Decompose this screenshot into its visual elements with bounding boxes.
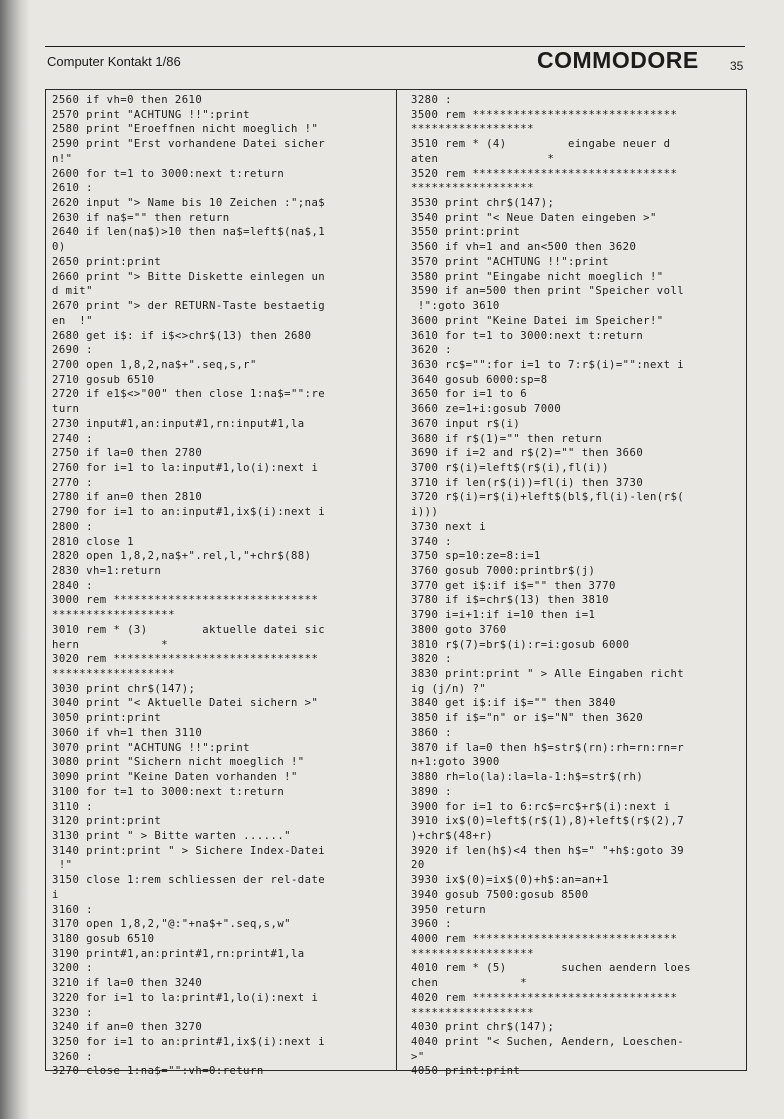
code-line: 4000 rem ****************************** bbox=[411, 932, 678, 945]
code-line: !":goto 3610 bbox=[411, 300, 500, 313]
listing-right-column bbox=[411, 93, 751, 1079]
code-line: 2610 : bbox=[52, 182, 93, 195]
code-line: ****************** bbox=[52, 668, 175, 681]
code-line: 3140 print:print " > Sichere Index-Datei bbox=[52, 844, 326, 857]
code-line: i bbox=[52, 888, 59, 901]
code-line: 3030 print chr$(147); bbox=[52, 682, 196, 695]
code-line: 3810 r$(7)=br$(i):r=i:gosub 6000 bbox=[411, 638, 630, 651]
code-line: 3000 rem ****************************** bbox=[52, 594, 319, 607]
code-line: 2820 open 1,8,2,na$+".rel,l,"+chr$(88) bbox=[52, 550, 312, 563]
section-brand: COMMODORE bbox=[537, 47, 699, 73]
code-line: 0) bbox=[52, 241, 66, 254]
code-line: 3900 for i=1 to 6:rc$=rc$+r$(i):next i bbox=[411, 800, 671, 813]
code-line: 2750 if la=0 then 2780 bbox=[52, 447, 203, 460]
code-line: 3910 ix$(0)=left$(r$(1),8)+left$(r$(2),7 bbox=[411, 815, 685, 828]
code-line: 3250 for i=1 to an:print#1,ix$(i):next i bbox=[52, 1036, 326, 1048]
code-line: 2830 vh=1:return bbox=[52, 565, 162, 577]
code-line: 3830 print:print " > Alle Eingaben richt bbox=[411, 668, 685, 681]
code-line: 2670 print "> der RETURN-Taste bestaetig bbox=[52, 300, 326, 313]
code-line: n+1:goto 3900 bbox=[411, 756, 500, 769]
code-line: 2800 : bbox=[52, 520, 93, 533]
code-line: ****************** bbox=[411, 947, 534, 960]
code-line: 3700 r$(i)=left$(r$(i),fl(i)) bbox=[411, 461, 610, 474]
code-line: 2630 if na$="" then return bbox=[52, 211, 230, 224]
code-line: 3110 : bbox=[52, 800, 93, 813]
code-line: 3630 rc$="":for i=1 to 7:r$(i)="":next i bbox=[411, 358, 685, 371]
code-line: 3940 gosub 7500:gosub 8500 bbox=[411, 888, 589, 901]
code-line: 3730 next i bbox=[411, 520, 487, 533]
code-line: 3750 sp=10:ze=8:i=1 bbox=[411, 550, 541, 563]
code-line: 3120 print:print bbox=[52, 815, 162, 828]
code-line: turn bbox=[52, 403, 80, 416]
code-line: 3180 gosub 6510 bbox=[52, 932, 155, 945]
code-line: en !" bbox=[52, 314, 93, 327]
code-line: 3600 print "Keine Datei im Speicher!" bbox=[411, 314, 664, 327]
listing-left-column bbox=[52, 93, 392, 1079]
code-line: 2680 get i$: if i$<>chr$(13) then 2680 bbox=[52, 329, 312, 342]
code-line: 4010 rem * (5) suchen aendern loes bbox=[411, 962, 691, 975]
page-binding-shadow bbox=[0, 0, 30, 1119]
code-line: 2570 print "ACHTUNG !!":print bbox=[52, 108, 251, 121]
code-line: 2790 for i=1 to an:input#1,ix$(i):next i bbox=[52, 506, 326, 519]
code-line: d mit" bbox=[52, 285, 93, 298]
code-line: 3230 : bbox=[52, 1006, 93, 1019]
code-line: 3740 : bbox=[411, 535, 452, 548]
code-line: 3860 : bbox=[411, 726, 452, 739]
code-line: 3780 if i$=chr$(13) then 3810 bbox=[411, 594, 610, 607]
code-line: 4040 print "< Suchen, Aendern, Loeschen- bbox=[411, 1036, 685, 1048]
code-line: 3920 if len(h$)<4 then h$=" "+h$:goto 39 bbox=[411, 844, 685, 857]
code-line: 3100 for t=1 to 3000:next t:return bbox=[52, 785, 285, 798]
code-line: 3640 gosub 6000:sp=8 bbox=[411, 373, 548, 386]
code-line: 3950 return bbox=[411, 903, 487, 916]
code-line: 2590 print "Erst vorhandene Datei sicher bbox=[52, 138, 326, 151]
code-line: 3520 rem ****************************** bbox=[411, 167, 678, 180]
code-line: 3240 if an=0 then 3270 bbox=[52, 1021, 203, 1034]
code-line: 3190 print#1,an:print#1,rn:print#1,la bbox=[52, 947, 305, 960]
code-line: 2560 if vh=0 then 2610 bbox=[52, 94, 203, 106]
code-line: 2730 input#1,an:input#1,rn:input#1,la bbox=[52, 417, 305, 430]
code-line: )+chr$(48+r) bbox=[411, 829, 493, 842]
code-line: 3960 : bbox=[411, 918, 452, 931]
code-line: 2690 : bbox=[52, 344, 93, 357]
code-line: 2640 if len(na$)>10 then na$=left$(na$,1 bbox=[52, 226, 326, 239]
code-line: 3060 if vh=1 then 3110 bbox=[52, 726, 203, 739]
code-line: 3610 for t=1 to 3000:next t:return bbox=[411, 329, 644, 342]
code-line: 2580 print "Eroeffnen nicht moeglich !" bbox=[52, 123, 319, 136]
code-line: 3570 print "ACHTUNG !!":print bbox=[411, 255, 610, 268]
code-line: 3530 print chr$(147); bbox=[411, 197, 555, 210]
code-line: 3270 close 1:na$="":vh=0:return bbox=[52, 1065, 264, 1078]
code-line: 3510 rem * (4) eingabe neuer d bbox=[411, 138, 671, 151]
code-line: 3160 : bbox=[52, 903, 93, 916]
code-line: 3930 ix$(0)=ix$(0)+h$:an=an+1 bbox=[411, 874, 610, 887]
magazine-issue: Computer Kontakt 1/86 bbox=[47, 54, 181, 69]
code-line: 3040 print "< Aktuelle Datei sichern >" bbox=[52, 697, 319, 710]
code-line: chen * bbox=[411, 977, 528, 990]
code-line: >" bbox=[411, 1050, 425, 1063]
page-number: 35 bbox=[730, 59, 744, 73]
code-line: aten * bbox=[411, 152, 555, 165]
code-line: 3790 i=i+1:if i=10 then i=1 bbox=[411, 609, 596, 622]
code-line: 3620 : bbox=[411, 344, 452, 357]
code-line: 2740 : bbox=[52, 432, 93, 445]
code-line: 3130 print " > Bitte warten ......" bbox=[52, 829, 291, 842]
code-line: 3010 rem * (3) aktuelle datei sic bbox=[52, 623, 326, 636]
code-line: 3280 : bbox=[411, 94, 452, 106]
code-line: 3070 print "ACHTUNG !!":print bbox=[52, 741, 251, 754]
code-line: 3850 if i$="n" or i$="N" then 3620 bbox=[411, 712, 644, 725]
code-line: 3550 print:print bbox=[411, 226, 521, 239]
code-line: 2650 print:print bbox=[52, 255, 162, 268]
code-line: 2810 close 1 bbox=[52, 535, 134, 548]
code-line: 3650 for i=1 to 6 bbox=[411, 388, 528, 401]
code-line: 3840 get i$:if i$="" then 3840 bbox=[411, 697, 616, 710]
code-line: 2600 for t=1 to 3000:next t:return bbox=[52, 167, 285, 180]
code-line: 20 bbox=[411, 859, 425, 872]
code-line: 3720 r$(i)=r$(i)+left$(bl$,fl(i)-len(r$( bbox=[411, 491, 685, 504]
code-line: 2720 if e1$<>"00" then close 1:na$="":re bbox=[52, 388, 326, 401]
code-line: 3050 print:print bbox=[52, 712, 162, 725]
code-line: 3090 print "Keine Daten vorhanden !" bbox=[52, 771, 298, 784]
code-line: 3820 : bbox=[411, 653, 452, 666]
code-line: 2770 : bbox=[52, 476, 93, 489]
code-line: 3670 input r$(i) bbox=[411, 417, 521, 430]
code-line: 3500 rem ****************************** bbox=[411, 108, 678, 121]
code-line: 3170 open 1,8,2,"@:"+na$+".seq,s,w" bbox=[52, 918, 291, 931]
code-line: hern * bbox=[52, 638, 169, 651]
code-line: 3760 gosub 7000:printbr$(j) bbox=[411, 565, 596, 577]
code-line: 2840 : bbox=[52, 579, 93, 592]
code-line: 2660 print "> Bitte Diskette einlegen un bbox=[52, 270, 326, 283]
code-line: 3890 : bbox=[411, 785, 452, 798]
code-line: n!" bbox=[52, 152, 73, 165]
column-divider bbox=[396, 89, 397, 1071]
code-line: ****************** bbox=[411, 182, 534, 195]
code-line: 3660 ze=1+i:gosub 7000 bbox=[411, 403, 562, 416]
code-line: 4020 rem ****************************** bbox=[411, 991, 678, 1004]
code-line: ****************** bbox=[411, 123, 534, 136]
code-line: 3200 : bbox=[52, 962, 93, 975]
code-line: 2710 gosub 6510 bbox=[52, 373, 155, 386]
code-line: 3150 close 1:rem schliessen der rel-date bbox=[52, 874, 326, 887]
code-line: 3870 if la=0 then h$=str$(rn):rh=rn:rn=r bbox=[411, 741, 685, 754]
code-line: 3080 print "Sichern nicht moeglich !" bbox=[52, 756, 305, 769]
code-line: ****************** bbox=[411, 1006, 534, 1019]
code-line: 3540 print "< Neue Daten eingeben >" bbox=[411, 211, 657, 224]
code-line: i))) bbox=[411, 506, 439, 519]
code-line: 2780 if an=0 then 2810 bbox=[52, 491, 203, 504]
code-line: 3690 if i=2 and r$(2)="" then 3660 bbox=[411, 447, 644, 460]
code-line: 3880 rh=lo(la):la=la-1:h$=str$(rh) bbox=[411, 771, 644, 784]
code-line: 2620 input "> Name bis 10 Zeichen :";na$ bbox=[52, 197, 326, 210]
code-line: 3210 if la=0 then 3240 bbox=[52, 977, 203, 990]
code-line: 3590 if an=500 then print "Speicher voll bbox=[411, 285, 685, 298]
code-line: 4030 print chr$(147); bbox=[411, 1021, 555, 1034]
code-line: 3020 rem ****************************** bbox=[52, 653, 319, 666]
code-line: 2760 for i=1 to la:input#1,lo(i):next i bbox=[52, 461, 319, 474]
code-line: 4050 print:print bbox=[411, 1065, 521, 1078]
code-line: 3220 for i=1 to la:print#1,lo(i):next i bbox=[52, 991, 319, 1004]
code-line: 3260 : bbox=[52, 1050, 93, 1063]
code-line: 2700 open 1,8,2,na$+".seq,s,r" bbox=[52, 358, 257, 371]
code-line: 3800 goto 3760 bbox=[411, 623, 507, 636]
code-line: 3710 if len(r$(i))=fl(i) then 3730 bbox=[411, 476, 644, 489]
code-line: ig (j/n) ?" bbox=[411, 682, 487, 695]
code-line: ****************** bbox=[52, 609, 175, 622]
code-line: 3770 get i$:if i$="" then 3770 bbox=[411, 579, 616, 592]
code-line: 3580 print "Eingabe nicht moeglich !" bbox=[411, 270, 664, 283]
code-line: 3560 if vh=1 and an<500 then 3620 bbox=[411, 241, 637, 254]
code-line: 3680 if r$(1)="" then return bbox=[411, 432, 603, 445]
code-line: !" bbox=[52, 859, 73, 872]
